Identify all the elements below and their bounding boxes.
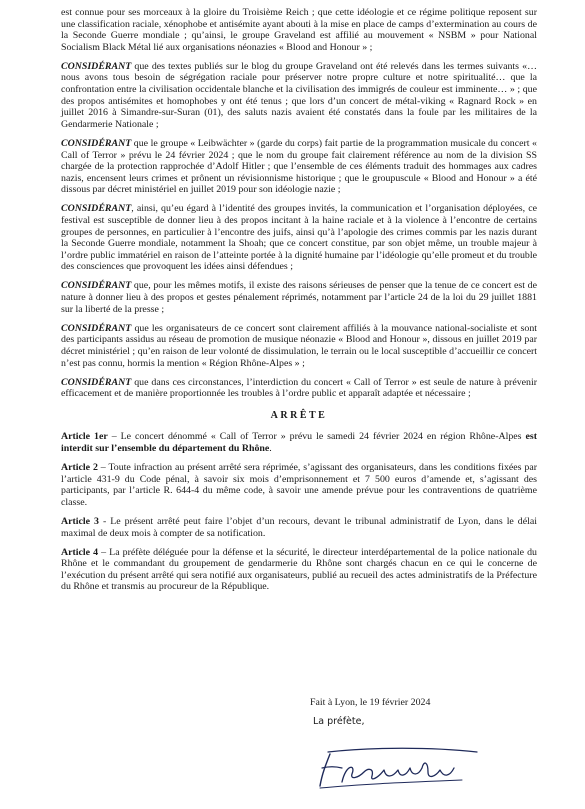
signature-block — [310, 697, 510, 727]
article-2: Article 2 – Toute infraction au présent arrêté sera réprimée, s’agissant des organisateurs, dans les conditions fixées par l’article 431-9 du Code pénal, à savoir six mois d’emprisonnement et 7 500 euros d’amende et, s’agissant des participants, par l’article R. 644-4 du même code, à savoir une amende prévue pour les contraventions de quatrième classe. — [61, 462, 538, 508]
article-4: Article 4 – La préfète déléguée pour la défense et la sécurité, le directeur interdépartemental de la police nationale du Rhône et le commandant du groupement de gendarmerie du Rhône sont chargés chacun en ce qui le concerne de l’exécution du présent arrêté qui sera notifié aux organisateurs, publié au recueil des actes administratifs de la Préfecture du Rhône et transmis au procureur de la République. — [61, 546, 537, 593]
considerant-paragraph: CONSIDÉRANT que, pour les mêmes motifs, il existe des raisons sérieuses de penser que la tenue de ce concert est de nature à donner lieu à des propos et gestes pénalement réprimés, notamment par l’article 24 de la loi du 29 juillet 1881 sur la liberté de la presse ; — [61, 280, 537, 315]
article-label: Article 4 — [61, 546, 99, 558]
considerant-keyword: CONSIDÉRANT — [61, 203, 132, 215]
considerant-keyword: CONSIDÉRANT — [61, 137, 132, 149]
article-label: Article 3 — [61, 515, 99, 527]
considerant-paragraph: CONSIDÉRANT que les organisateurs de ce concert sont clairement affiliés à la mouvance national-socialiste et sont des participants assidus au réseau de promotion de musique néonazie « Blood and Honour », dissous en juillet 2019 par décret ministériel ; qu’en raison de leur volonté de dissimulation, le terrain ou le local susceptible d’accueillir ce concert n’est pas connu, hormis la mention « Région Rhône-Alpes » ; — [61, 322, 537, 369]
considerant-paragraph: CONSIDÉRANT que des textes publiés sur le blog du groupe Graveland ont été relevés dans les termes suivants «…nous avons tous besoin de ségrégation raciale pour préserver notre propre culture et notre spiritualité… que la confrontation entre la civilisation occidentale blanche et la civilisation des immigrés de couleur est imminente… » ; que des propos antisémites et homophobes y ont été tenus ; que lors d’un concert de métal-viking « Ragnard Rock » en juillet 2016 à Simandre-sur-Suran (01), des saluts nazis avaient été constatés dans la foule par les militaires de la Gendarmerie Nationale ; — [61, 60, 537, 130]
article-label: Article 1er — [61, 431, 108, 443]
considerant-paragraph: CONSIDÉRANT, ainsi, qu’eu égard à l’identité des groupes invités, la communication et l’organisation déployées, ce festival est susceptible de donner lieu à des propos incitant à la haine raciale et à la violence à l’encontre de certains groupes de personnes, en particulier à l’encontre des juifs, ainsi qu’à l’apologie des crimes commis par les nazis durant la Seconde Guerre mondiale, notamment la Shoah; que ce concert constitue, par son objet même, un trouble majeur à l’ordre public immatériel en raison de l’atteinte portée à la dignité humaine par l’idéologie qu’elle promeut et du trouble des consciences que provoquent les idées ainsi défendues ; — [61, 203, 537, 273]
document-body — [61, 7, 537, 601]
considerant-keyword: CONSIDÉRANT — [61, 322, 132, 334]
considerant-paragraph: CONSIDÉRANT que dans ces circonstances, l’interdiction du concert « Call of Terror » est seule de nature à prévenir efficacement et de manière proportionnée les troubles à l’ordre public et apparaît adaptée et nécessaire ; — [61, 376, 537, 400]
article-label: Article 2 — [61, 462, 98, 474]
signatory-role: La préfète, — [313, 716, 365, 727]
article-emphasis: est interdit sur l’ensemble du département du Rhône — [61, 431, 537, 454]
place-date: Fait à Lyon, le 19 février 2024 — [310, 697, 431, 708]
considerant-paragraph: CONSIDÉRANT que le groupe « Leibwächter » (garde du corps) fait partie de la programmation musicale du concert « Call of Terror » prévu le 24 février 2024 ; que le nom du groupe fait clairement référence au nom de la division SS chargée de la protection rapprochée d’Adolf Hitler ; que l’ensemble de ces éléments traduit des hommages aux cadres nazis, encensent leurs crimes et prônent un révisionnisme historique ; que le groupuscule « Blood and Honour » a été dissous par décret ministériel en juillet 2019 pour son idéologie nazie ; — [61, 137, 537, 196]
article-1: Article 1er – Le concert dénommé « Call of Terror » prévu le samedi 24 février 2024 en région Rhône-Alpes est interdit sur l’ensemble du département du Rhône. — [61, 431, 537, 454]
article-3: Article 3 - Le présent arrêté peut faire l’objet d’un recours, devant le tribunal administratif de Lyon, dans le délai maximal de deux mois à compter de sa notification. — [61, 515, 537, 539]
considerant-keyword: CONSIDÉRANT — [61, 376, 132, 388]
paragraph-intro: est connue pour ses morceaux à la gloire du Troisième Reich ; que cette idéologie et ce régime politique reposent sur une classification raciale, xénophobe et antisémite ayant abouti à la mise en place de camps d’extermination au cours de la Seconde Guerre mondiale ; qu’ainsi, le groupe Graveland est affilié au mouvement « NSBM » pour National Socialism Black Métal lié aux organisations néonazies « Blood and Honour » ; — [61, 7, 537, 53]
considerant-keyword: CONSIDÉRANT — [61, 280, 132, 292]
considerant-keyword: CONSIDÉRANT — [61, 60, 132, 72]
handwritten-signature — [312, 742, 482, 792]
decree-heading: ARRÊTE — [270, 409, 328, 421]
